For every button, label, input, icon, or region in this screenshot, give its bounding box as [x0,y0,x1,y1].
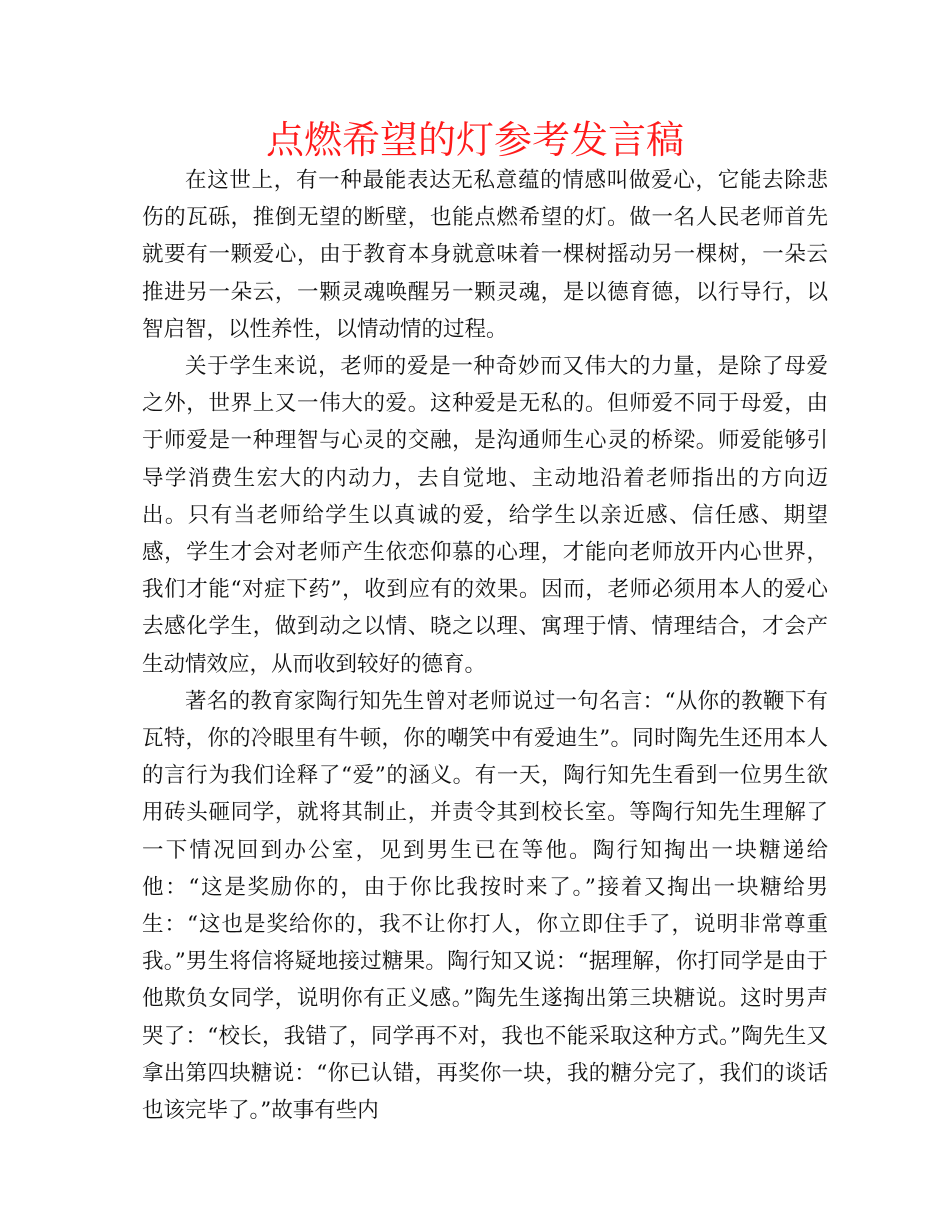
paragraph-3: 著名的教育家陶行知先生曾对老师说过一句名言：“从你的教鞭下有瓦特，你的冷眼里有牛顿，你的嘲笑中有爱迪生”。同时陶先生还用本人的言行为我们诠释了“爱”的涵义。有一天，陶行知先生看到一位男生欲用砖头砸同学，就将其制止，并责令其到校长室。等陶行知先生理解了一下情况回到办公室，见到男生已在等他。陶行知掏出一块糖递给他：“这是奖励你的，由于你比我按时来了。”接着又掏出一块糖给男生：“这也是奖给你的，我不让你打人，你立即住手了，说明非常尊重我。”男生将信将疑地接过糖果。陶行知又说：“据理解，你打同学是由于他欺负女同学，说明你有正义感。”陶先生遂掏出第三块糖说。这时男声哭了：“校长，我错了，同学再不对，我也不能采取这种方式。”陶先生又拿出第四块糖说：“你已认错，再奖你一块，我的糖分完了，我们的谈话也该完毕了。”故事有些内 [142,688,828,1124]
document-body [142,162,828,1129]
paragraph-2: 关于学生来说，老师的爱是一种奇妙而又伟大的力量，是除了母爱之外，世界上又一伟大的爱。这种爱是无私的。但师爱不同于母爱，由于师爱是一种理智与心灵的交融，是沟通师生心灵的桥梁。师爱能够引导学消费生宏大的内动力，去自觉地、主动地沿着老师指出的方向迈出。只有当老师给学生以真诚的爱，给学生以亲近感、信任感、期望感，学生才会对老师产生依恋仰慕的心理，才能向老师放开内心世界，我们才能“对症下药”，收到应有的效果。因而，老师必须用本人的爱心去感化学生，做到动之以情、晓之以理、寓理于情、情理结合，才会产生动情效应，从而收到较好的德育。 [142,354,828,677]
document-title: 点燃希望的灯参考发言稿 [265,118,684,162]
paragraph-1: 在这世上，有一种最能表达无私意蕴的情感叫做爱心，它能去除悲伤的瓦砾，推倒无望的断壁，也能点燃希望的灯。做一名人民老师首先就要有一颗爱心，由于教育本身就意味着一棵树摇动另一棵树，一朵云推进另一朵云，一颗灵魂唤醒另一颗灵魂，是以德育德，以行导行，以智启智，以性养性，以情动情的过程。 [142,168,828,342]
